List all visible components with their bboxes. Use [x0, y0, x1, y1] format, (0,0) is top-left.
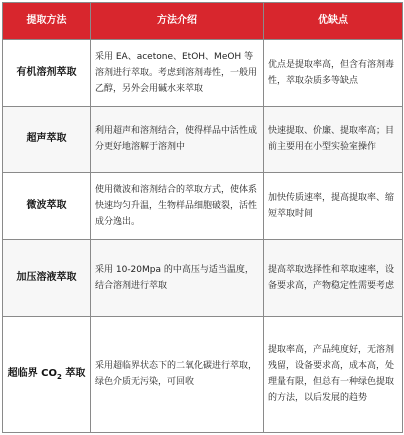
extraction-methods-table — [2, 2, 403, 433]
header-method: 提取方法 — [3, 3, 91, 40]
header-intro: 方法介绍 — [91, 3, 264, 40]
method-cell: 有机溶剂萃取 — [3, 40, 91, 107]
method-cell: 超声萃取 — [3, 106, 91, 173]
method-subscript: 2 — [56, 373, 62, 382]
table-row — [3, 173, 403, 240]
table-header-row — [3, 3, 403, 40]
method-cell: 加压溶液萃取 — [3, 239, 91, 316]
table-row — [3, 106, 403, 173]
header-pros-cons: 优缺点 — [264, 3, 403, 40]
table-row — [3, 40, 403, 107]
intro-cell: 使用微波和溶剂结合的萃取方式，使体系快速均匀升温，生物样品细胞破裂，活性成分逸出。 — [91, 173, 264, 240]
intro-cell: 采用 10-20Mpa 的中高压与适当温度，结合溶剂进行萃取 — [91, 239, 264, 316]
intro-cell: 采用 EA、acetone、EtOH、MeOH 等溶剂进行萃取。考虑到溶剂毒性，一般用乙醇，另外会用碱水来萃取 — [91, 40, 264, 107]
pros-cons-cell: 加快传质速率，提高提取率、缩短萃取时间 — [264, 173, 403, 240]
intro-cell: 利用超声和溶剂结合，使得样品中活性成分更好地溶解于溶剂中 — [91, 106, 264, 173]
pros-cons-cell: 提高萃取选择性和萃取速率，设备要求高，产物稳定性需要考虑 — [264, 239, 403, 316]
pros-cons-cell: 优点是提取率高，但含有溶剂毒性，萃取杂质多等缺点 — [264, 40, 403, 107]
method-prefix: 超临界 CO — [7, 368, 57, 380]
pros-cons-cell: 快速提取、价廉、提取率高；目前主要用在小型实验室操作 — [264, 106, 403, 173]
method-suffix: 萃取 — [61, 368, 86, 380]
method-cell — [3, 316, 91, 432]
intro-cell: 采用超临界状态下的二氧化碳进行萃取，绿色介质无污染，可回收 — [91, 316, 264, 432]
table-row — [3, 316, 403, 432]
pros-cons-cell: 提取率高，产品纯度好，无溶剂残留，设备要求高，成本高，处理量有限，但总有一种绿色提取的方法，以后发展的趋势 — [264, 316, 403, 432]
method-cell: 微波萃取 — [3, 173, 91, 240]
table-row — [3, 239, 403, 316]
